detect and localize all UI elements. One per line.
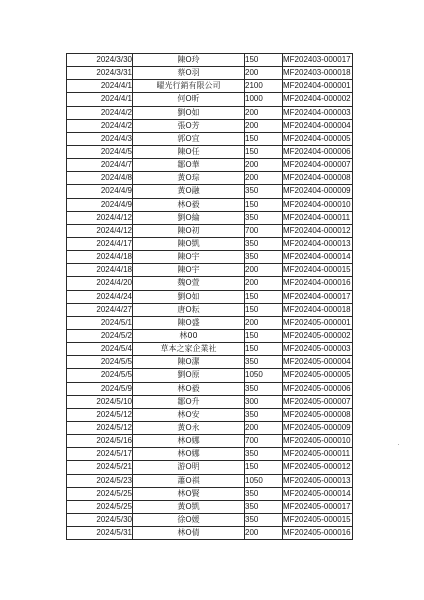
name-cell: 林O娜 bbox=[133, 435, 245, 448]
amt-cell: 350 bbox=[245, 500, 283, 513]
date-cell: 2024/5/10 bbox=[67, 395, 133, 408]
inv-cell: MF202404-000017 bbox=[283, 290, 353, 303]
table-row bbox=[67, 132, 353, 145]
table-row bbox=[67, 369, 353, 382]
inv-cell: MF202405-000001 bbox=[283, 316, 353, 329]
date-cell: 2024/5/23 bbox=[67, 474, 133, 487]
name-cell: 林O毅 bbox=[133, 198, 245, 211]
table-row bbox=[67, 198, 353, 211]
name-cell: 曜光行銷有限公司 bbox=[133, 80, 245, 93]
ledger-body bbox=[67, 54, 353, 540]
table-row bbox=[67, 80, 353, 93]
amt-cell: 150 bbox=[245, 343, 283, 356]
date-cell: 2024/5/17 bbox=[67, 448, 133, 461]
name-cell: 鄒O升 bbox=[133, 395, 245, 408]
inv-cell: MF202405-000017 bbox=[283, 500, 353, 513]
amt-cell: 1000 bbox=[245, 93, 283, 106]
table-row bbox=[67, 487, 353, 500]
table-row bbox=[67, 54, 353, 67]
amt-cell: 350 bbox=[245, 408, 283, 421]
inv-cell: MF202404-000006 bbox=[283, 145, 353, 158]
date-cell: 2024/4/24 bbox=[67, 290, 133, 303]
inv-cell: MF202404-000008 bbox=[283, 172, 353, 185]
date-cell: 2024/4/12 bbox=[67, 224, 133, 237]
name-cell: 蕭O祺 bbox=[133, 474, 245, 487]
amt-cell: 150 bbox=[245, 329, 283, 342]
inv-cell: MF202405-000014 bbox=[283, 487, 353, 500]
amt-cell: 300 bbox=[245, 395, 283, 408]
amt-cell: 200 bbox=[245, 119, 283, 132]
date-cell: 2024/3/31 bbox=[67, 67, 133, 80]
date-cell: 2024/5/4 bbox=[67, 343, 133, 356]
date-cell: 2024/4/27 bbox=[67, 303, 133, 316]
table-row bbox=[67, 277, 353, 290]
date-cell: 2024/4/18 bbox=[67, 264, 133, 277]
inv-cell: MF202404-000013 bbox=[283, 237, 353, 250]
name-cell: 黃O琮 bbox=[133, 172, 245, 185]
inv-cell: MF202404-000007 bbox=[283, 159, 353, 172]
table-row bbox=[67, 356, 353, 369]
amt-cell: 700 bbox=[245, 435, 283, 448]
donation-ledger-table bbox=[66, 53, 353, 540]
date-cell: 2024/4/8 bbox=[67, 172, 133, 185]
table-row bbox=[67, 119, 353, 132]
inv-cell: MF202405-000011 bbox=[283, 448, 353, 461]
inv-cell: MF202405-000002 bbox=[283, 329, 353, 342]
table-row bbox=[67, 145, 353, 158]
inv-cell: MF202405-000012 bbox=[283, 461, 353, 474]
table-row bbox=[67, 500, 353, 513]
table-row bbox=[67, 106, 353, 119]
amt-cell: 350 bbox=[245, 185, 283, 198]
amt-cell: 350 bbox=[245, 237, 283, 250]
table-row bbox=[67, 343, 353, 356]
inv-cell: MF202405-000006 bbox=[283, 382, 353, 395]
table-row bbox=[67, 185, 353, 198]
name-cell: 蔡O羽 bbox=[133, 67, 245, 80]
table-row bbox=[67, 435, 353, 448]
amt-cell: 1050 bbox=[245, 369, 283, 382]
name-cell: 劉O如 bbox=[133, 106, 245, 119]
table-row bbox=[67, 303, 353, 316]
name-cell: 鄒O華 bbox=[133, 159, 245, 172]
date-cell: 2024/5/16 bbox=[67, 435, 133, 448]
amt-cell: 350 bbox=[245, 211, 283, 224]
amt-cell: 200 bbox=[245, 106, 283, 119]
inv-cell: MF202404-000014 bbox=[283, 251, 353, 264]
inv-cell: MF202405-000008 bbox=[283, 408, 353, 421]
name-cell: 陳O初 bbox=[133, 224, 245, 237]
date-cell: 2024/4/12 bbox=[67, 211, 133, 224]
table-row bbox=[67, 513, 353, 526]
table-row bbox=[67, 382, 353, 395]
amt-cell: 200 bbox=[245, 277, 283, 290]
amt-cell: 200 bbox=[245, 527, 283, 540]
name-cell: 林O毅 bbox=[133, 382, 245, 395]
amt-cell: 150 bbox=[245, 290, 283, 303]
name-cell: 陳O盛 bbox=[133, 316, 245, 329]
amt-cell: 1050 bbox=[245, 474, 283, 487]
date-cell: 2024/4/17 bbox=[67, 237, 133, 250]
date-cell: 2024/4/9 bbox=[67, 185, 133, 198]
name-cell: 黃O凱 bbox=[133, 500, 245, 513]
amt-cell: 200 bbox=[245, 264, 283, 277]
amt-cell: 700 bbox=[245, 224, 283, 237]
name-cell: 陳O宇 bbox=[133, 264, 245, 277]
date-cell: 2024/4/20 bbox=[67, 277, 133, 290]
inv-cell: MF202404-000003 bbox=[283, 106, 353, 119]
table-row bbox=[67, 159, 353, 172]
table-row bbox=[67, 461, 353, 474]
amt-cell: 350 bbox=[245, 487, 283, 500]
table-row bbox=[67, 316, 353, 329]
date-cell: 2024/5/12 bbox=[67, 421, 133, 434]
table-row bbox=[67, 237, 353, 250]
inv-cell: MF202405-000016 bbox=[283, 527, 353, 540]
date-cell: 2024/5/1 bbox=[67, 316, 133, 329]
date-cell: 2024/5/5 bbox=[67, 356, 133, 369]
name-cell: 劉O原 bbox=[133, 369, 245, 382]
table-row bbox=[67, 421, 353, 434]
amt-cell: 200 bbox=[245, 67, 283, 80]
inv-cell: MF202403-000017 bbox=[283, 54, 353, 67]
inv-cell: MF202404-000016 bbox=[283, 277, 353, 290]
table-row bbox=[67, 474, 353, 487]
date-cell: 2024/5/9 bbox=[67, 382, 133, 395]
name-cell: 林O安 bbox=[133, 408, 245, 421]
table-row bbox=[67, 93, 353, 106]
date-cell: 2024/4/2 bbox=[67, 119, 133, 132]
amt-cell: 200 bbox=[245, 316, 283, 329]
name-cell: 草本之家企業社 bbox=[133, 343, 245, 356]
amt-cell: 150 bbox=[245, 461, 283, 474]
table-row bbox=[67, 224, 353, 237]
table-row bbox=[67, 211, 353, 224]
table-row bbox=[67, 408, 353, 421]
date-cell: 2024/5/25 bbox=[67, 500, 133, 513]
date-cell: 2024/5/21 bbox=[67, 461, 133, 474]
inv-cell: MF202405-000015 bbox=[283, 513, 353, 526]
date-cell: 2024/4/3 bbox=[67, 132, 133, 145]
inv-cell: MF202404-000011 bbox=[283, 211, 353, 224]
name-cell: 陳O任 bbox=[133, 145, 245, 158]
table-row bbox=[67, 448, 353, 461]
date-cell: 2024/5/5 bbox=[67, 369, 133, 382]
amt-cell: 150 bbox=[245, 132, 283, 145]
name-cell: 林O倩 bbox=[133, 527, 245, 540]
amt-cell: 200 bbox=[245, 172, 283, 185]
date-cell: 2024/5/2 bbox=[67, 329, 133, 342]
table-row bbox=[67, 67, 353, 80]
name-cell: 徐O媛 bbox=[133, 513, 245, 526]
amt-cell: 350 bbox=[245, 382, 283, 395]
table-row bbox=[67, 290, 353, 303]
date-cell: 2024/5/12 bbox=[67, 408, 133, 421]
inv-cell: MF202404-000001 bbox=[283, 80, 353, 93]
amt-cell: 350 bbox=[245, 251, 283, 264]
inv-cell: MF202404-000010 bbox=[283, 198, 353, 211]
table-row bbox=[67, 329, 353, 342]
name-cell: 林O賢 bbox=[133, 487, 245, 500]
name-cell: 郭O宜 bbox=[133, 132, 245, 145]
name-cell: 陳O玲 bbox=[133, 54, 245, 67]
date-cell: 2024/4/2 bbox=[67, 106, 133, 119]
date-cell: 2024/3/30 bbox=[67, 54, 133, 67]
name-cell: 陳O凱 bbox=[133, 237, 245, 250]
table-row bbox=[67, 264, 353, 277]
date-cell: 2024/4/18 bbox=[67, 251, 133, 264]
table-row bbox=[67, 172, 353, 185]
amt-cell: 2100 bbox=[245, 80, 283, 93]
table-row bbox=[67, 527, 353, 540]
inv-cell: MF202404-000015 bbox=[283, 264, 353, 277]
inv-cell: MF202404-000002 bbox=[283, 93, 353, 106]
date-cell: 2024/5/30 bbox=[67, 513, 133, 526]
amt-cell: 200 bbox=[245, 159, 283, 172]
name-cell: 張O芳 bbox=[133, 119, 245, 132]
inv-cell: MF202405-000003 bbox=[283, 343, 353, 356]
name-cell: 林O娜 bbox=[133, 448, 245, 461]
amt-cell: 350 bbox=[245, 448, 283, 461]
table-row bbox=[67, 395, 353, 408]
name-cell: 魏O萱 bbox=[133, 277, 245, 290]
inv-cell: MF202404-000012 bbox=[283, 224, 353, 237]
inv-cell: MF202405-000004 bbox=[283, 356, 353, 369]
name-cell: 劉O如 bbox=[133, 290, 245, 303]
name-cell: 劉O綸 bbox=[133, 211, 245, 224]
inv-cell: MF202404-000009 bbox=[283, 185, 353, 198]
date-cell: 2024/4/9 bbox=[67, 198, 133, 211]
inv-cell: MF202404-000004 bbox=[283, 119, 353, 132]
amt-cell: 200 bbox=[245, 421, 283, 434]
name-cell: 陳O宇 bbox=[133, 251, 245, 264]
inv-cell: MF202405-000005 bbox=[283, 369, 353, 382]
date-cell: 2024/4/1 bbox=[67, 80, 133, 93]
amt-cell: 150 bbox=[245, 303, 283, 316]
name-cell: 陳O潔 bbox=[133, 356, 245, 369]
inv-cell: MF202404-000005 bbox=[283, 132, 353, 145]
name-cell: 何O昕 bbox=[133, 93, 245, 106]
amt-cell: 150 bbox=[245, 145, 283, 158]
name-cell: 林00 bbox=[133, 329, 245, 342]
name-cell: 黃O融 bbox=[133, 185, 245, 198]
date-cell: 2024/5/25 bbox=[67, 487, 133, 500]
table-row bbox=[67, 251, 353, 264]
amt-cell: 150 bbox=[245, 198, 283, 211]
inv-cell: MF202404-000018 bbox=[283, 303, 353, 316]
name-cell: 唐O耘 bbox=[133, 303, 245, 316]
date-cell: 2024/4/7 bbox=[67, 159, 133, 172]
date-cell: 2024/4/1 bbox=[67, 93, 133, 106]
amt-cell: 150 bbox=[245, 54, 283, 67]
inv-cell: MF202405-000007 bbox=[283, 395, 353, 408]
inv-cell: MF202405-000010 bbox=[283, 435, 353, 448]
date-cell: 2024/4/5 bbox=[67, 145, 133, 158]
inv-cell: MF202403-000018 bbox=[283, 67, 353, 80]
amt-cell: 350 bbox=[245, 513, 283, 526]
name-cell: 游O明 bbox=[133, 461, 245, 474]
inv-cell: MF202405-000009 bbox=[283, 421, 353, 434]
scan-speck bbox=[398, 444, 399, 445]
inv-cell: MF202405-000013 bbox=[283, 474, 353, 487]
amt-cell: 350 bbox=[245, 356, 283, 369]
name-cell: 黃O永 bbox=[133, 421, 245, 434]
date-cell: 2024/5/31 bbox=[67, 527, 133, 540]
